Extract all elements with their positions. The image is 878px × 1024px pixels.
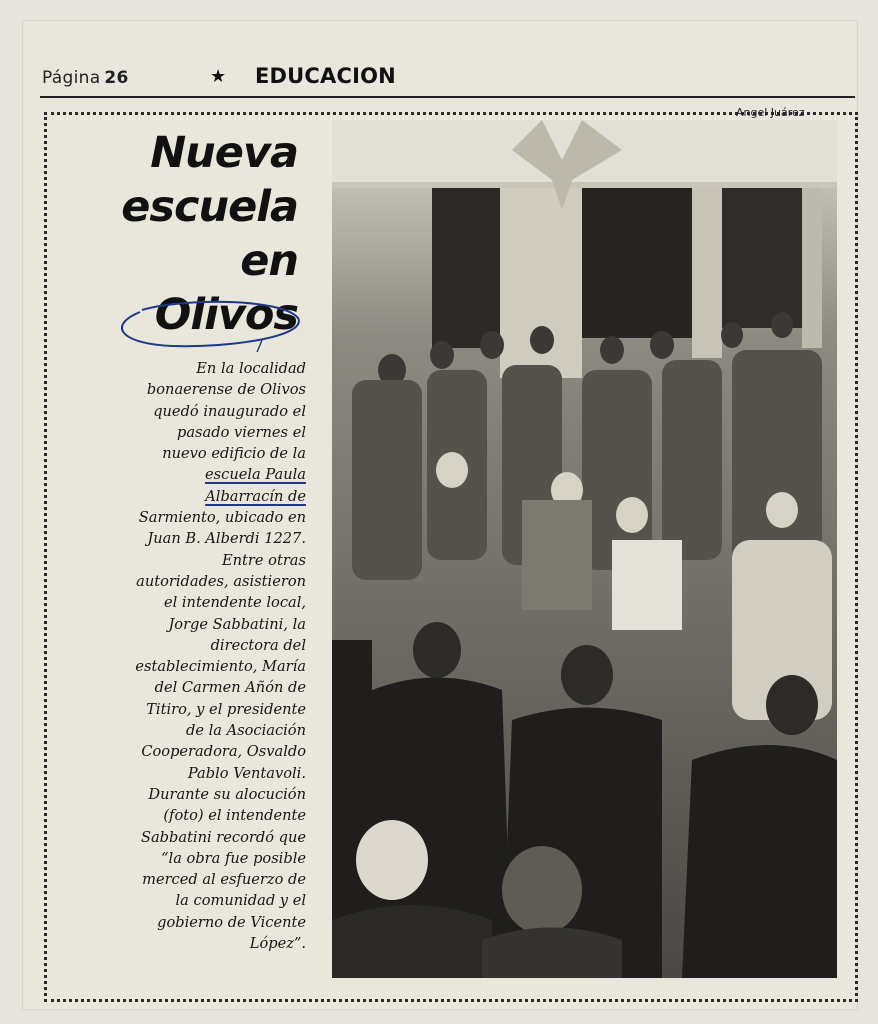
page-word: Página bbox=[42, 68, 101, 88]
body-line: Entre otras bbox=[222, 551, 306, 569]
article-body bbox=[80, 358, 306, 954]
article-headline bbox=[100, 126, 298, 342]
body-line: la comunidad y el bbox=[175, 892, 306, 910]
body-line: López”. bbox=[249, 935, 306, 953]
crowd-photo-illustration bbox=[332, 120, 837, 978]
body-line: autoridades, asistieron bbox=[136, 572, 306, 590]
body-line: Sabbatini recordó que bbox=[140, 828, 306, 846]
body-line: Cooperadora, Osvaldo bbox=[141, 743, 306, 761]
page-number: 26 bbox=[104, 68, 129, 88]
headline-line-4: Olivos bbox=[154, 290, 298, 340]
page-label bbox=[42, 68, 129, 88]
body-line: bonaerense de Olivos bbox=[146, 381, 306, 399]
body-line: En la localidad bbox=[196, 360, 306, 377]
headline-line-1: Nueva bbox=[150, 128, 298, 178]
body-line: pasado viernes el bbox=[177, 423, 306, 441]
body-line: de la Asociación bbox=[185, 722, 306, 740]
body-line: (foto) el intendente bbox=[163, 807, 306, 825]
body-line: del Carmen Añón de bbox=[154, 679, 306, 697]
body-line: Sarmiento, ubicado en bbox=[138, 509, 306, 527]
body-line: gobierno de Vicente bbox=[157, 913, 306, 931]
body-line: directora del bbox=[210, 636, 306, 654]
body-line: “la obra fue posible bbox=[161, 849, 306, 867]
body-line: el intendente local, bbox=[163, 594, 306, 612]
body-line: establecimiento, María bbox=[135, 658, 306, 676]
body-line: Durante su alocución bbox=[148, 785, 306, 803]
headline-line-3: en bbox=[240, 236, 298, 286]
star-icon: ★ bbox=[210, 66, 227, 87]
page-header bbox=[40, 62, 855, 98]
body-line: Titiro, y el presidente bbox=[146, 700, 306, 718]
headline-line-2: escuela bbox=[121, 182, 298, 232]
body-line: Pablo Ventavoli. bbox=[187, 764, 306, 782]
body-line: quedó inaugurado el bbox=[153, 402, 306, 420]
body-line: Juan B. Alberdi 1227. bbox=[147, 530, 306, 548]
crowd-photo bbox=[332, 120, 837, 978]
body-line-underlined: escuela Paula bbox=[205, 466, 306, 484]
body-line: Jorge Sabbatini, la bbox=[168, 615, 306, 633]
body-line: merced al esfuerzo de bbox=[142, 871, 306, 889]
body-line: nuevo edificio de la bbox=[162, 445, 306, 463]
body-line-underlined: Albarracín de bbox=[205, 487, 306, 505]
photo-credit: Angel Juárez bbox=[736, 106, 805, 119]
section-title: EDUCACION bbox=[255, 64, 396, 88]
